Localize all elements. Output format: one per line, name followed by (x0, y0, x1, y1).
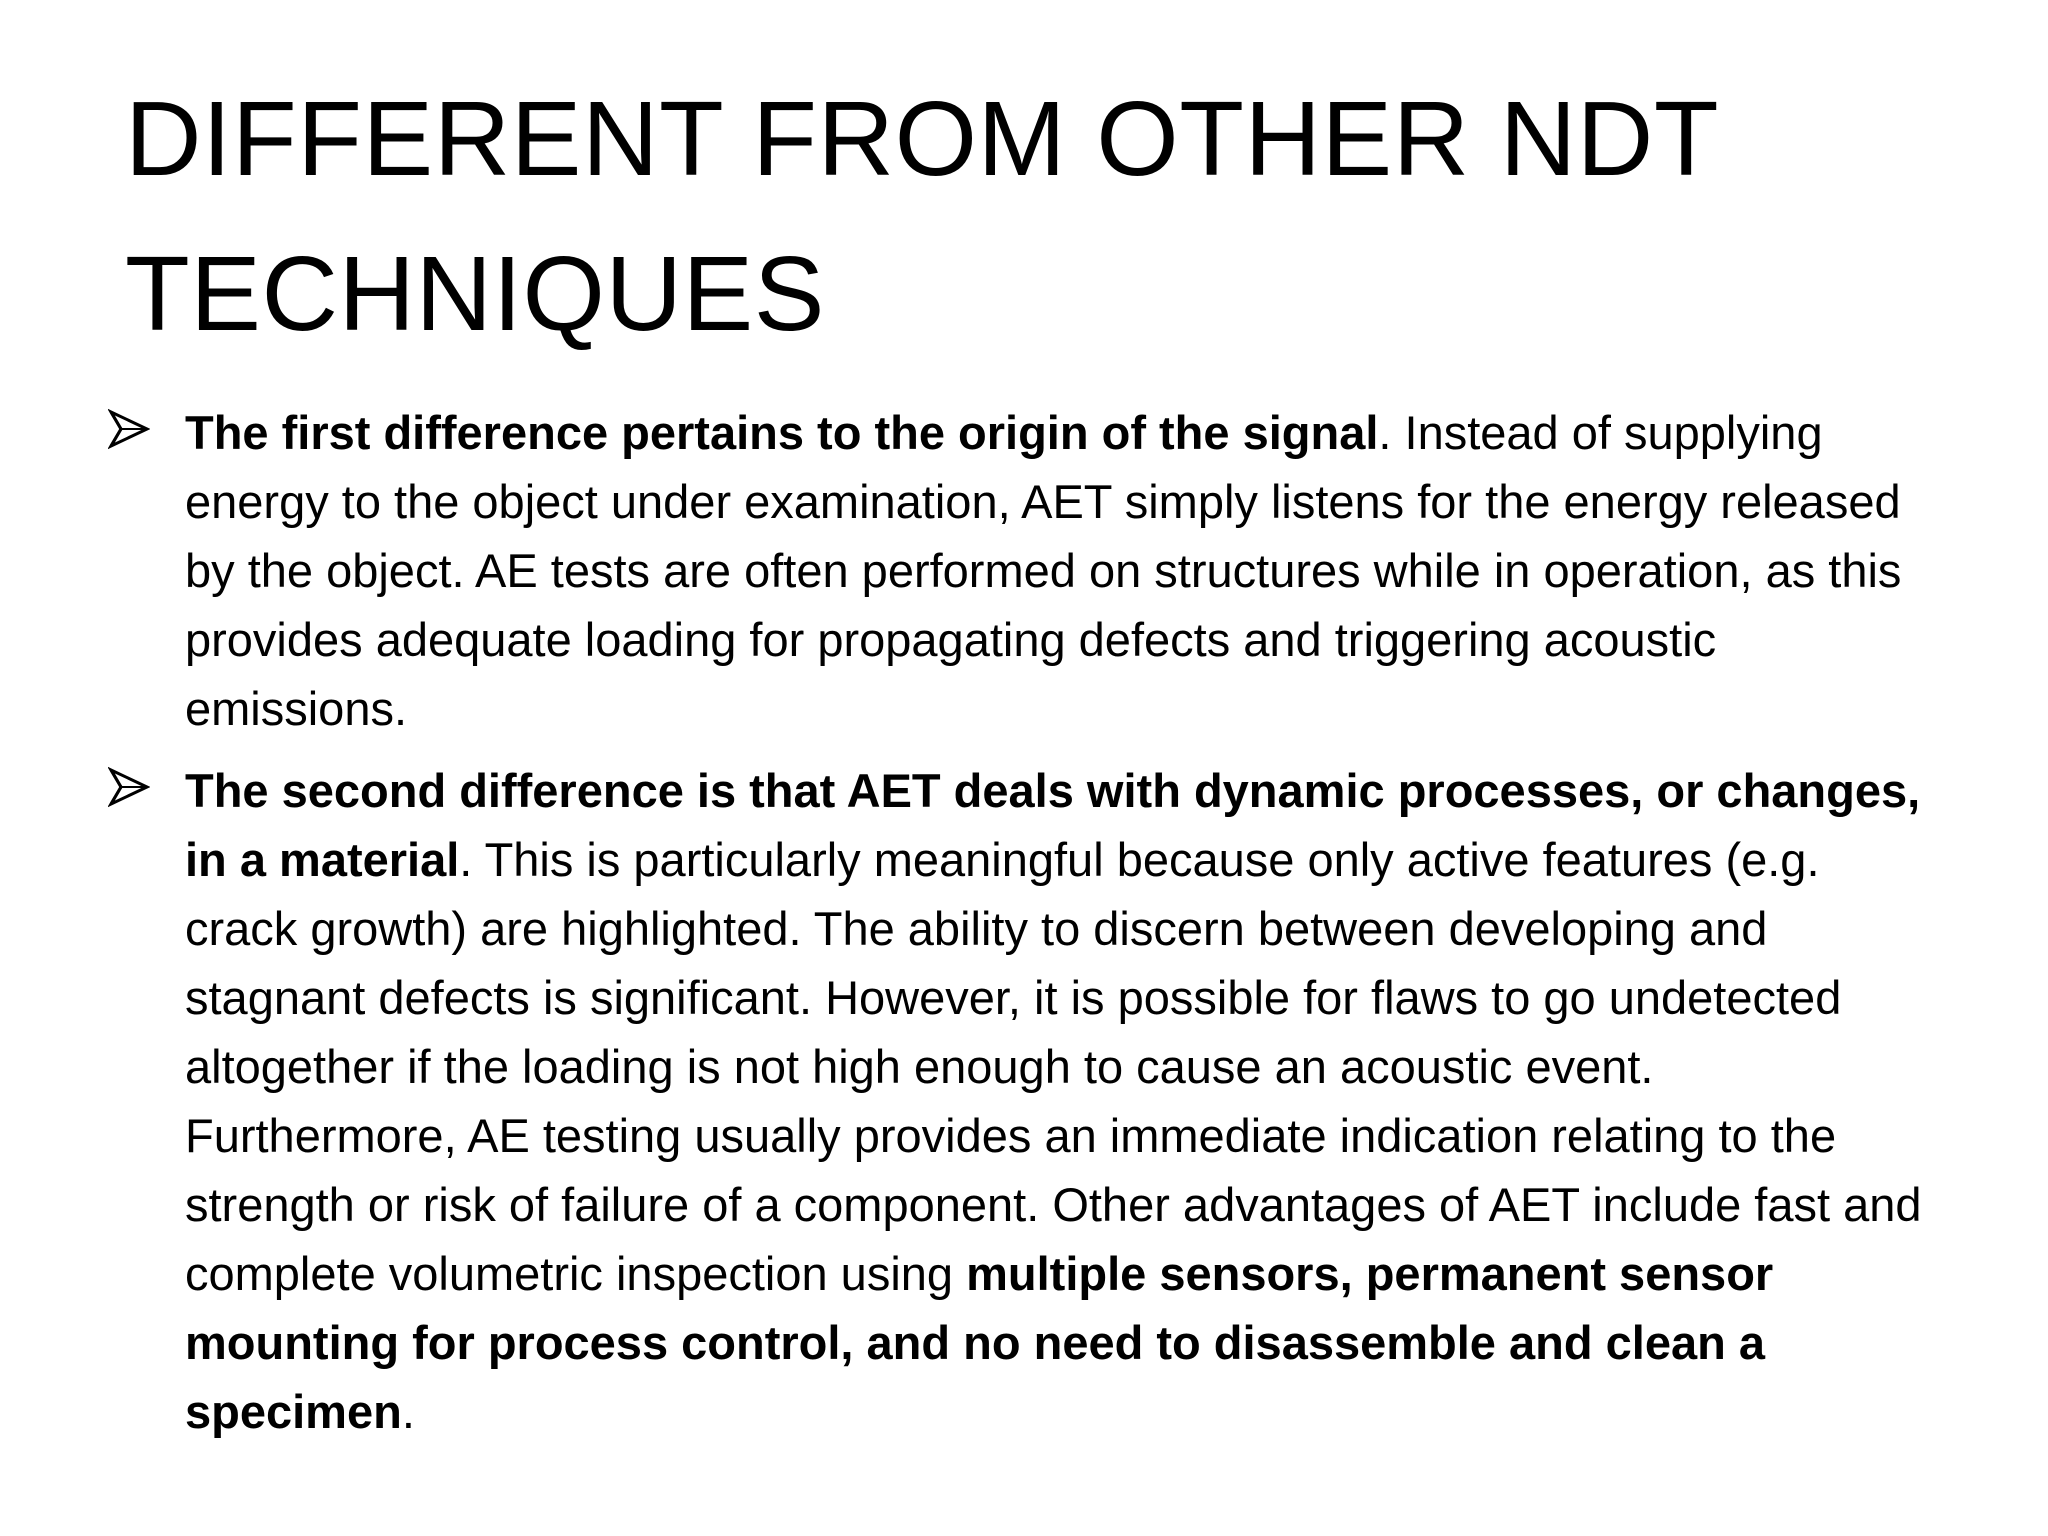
bullet-item-first-difference (108, 398, 1923, 743)
bullet-lead-bold: The first difference pertains to the origin of the signal (185, 406, 1379, 459)
slide-title-line-2: TECHNIQUES (125, 235, 825, 353)
arrowhead-bullet-icon (108, 766, 150, 808)
arrowhead-bullet-icon (108, 408, 150, 450)
bullet-tail-end: . (401, 1385, 415, 1438)
slide-title (125, 62, 1975, 372)
bullet-list (108, 398, 1923, 1459)
bullet-tail-bold: multiple sensors, permanent sensor mounting for process control, and no need to disassemble and clean a specimen (185, 1247, 1774, 1438)
bullet-body-text: . Instead of supplying energy to the object under examination, AET simply listens for the energy released by the object. AE tests are often performed on structures while in operation, as this provides adequate loading for propagating defects and triggering acoustic emissions. (185, 406, 1902, 735)
slide-title-line-1: DIFFERENT FROM OTHER NDT (125, 80, 1720, 198)
bullet-body-text: . This is particularly meaningful because only active features (e.g. crack growth) are highlighted. The ability to discern between developing and stagnant defects is significant. However, it is possible for flaws to go undetected altogether if the loading is not high enough to cause an acoustic event. Furthermore, AE testing usually provides an immediate indication relating to the strength or risk of failure of a component. Other advantages of AET include fast and complete volumetric inspection using (185, 833, 1922, 1300)
bullet-lead-bold: The second difference is that AET deals with dynamic processes, or changes, in a material (185, 764, 1921, 886)
bullet-item-second-difference (108, 756, 1923, 1446)
